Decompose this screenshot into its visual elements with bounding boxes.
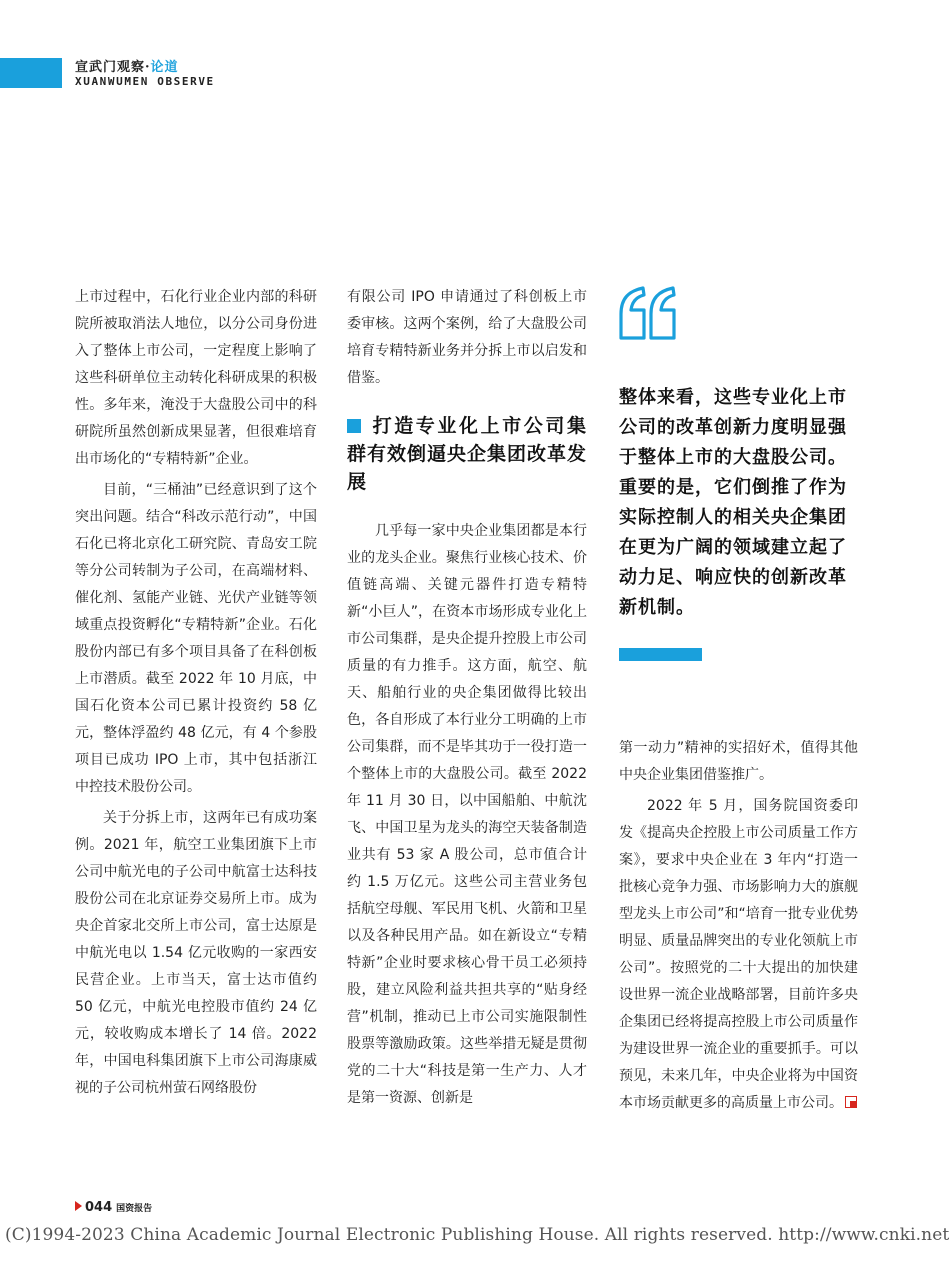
paragraph: 上市过程中，石化行业企业内部的科研院所被取消法人地位，以分公司身份进入了整体上市公司，一定程度上影响了这些科研单位主动转化科研成果的积极性。多年来，淹没于大盘股公司中的科研院所虽然创新成果显著，但很难培育出市场化的“专精特新”企业。: [75, 289, 317, 467]
article-end-icon: [845, 1096, 857, 1108]
column-title: [75, 56, 179, 75]
paragraph: 几乎每一家中央企业集团都是本行业的龙头企业。聚焦行业核心技术、价值链高端、关键元器件打造专精特新“小巨人”，在资本市场形成专业化上市公司集群，是央企提升控股上市公司质量的有力推手。这方面，航空、航天、船舶行业的央企集团做得比较出色，各自形成了本行业分工明确的上市公司集群，而不是毕其功于一役打造一个整体上市的大盘股公司。截至 2022 年 11 月 30 日，以中国船舶、中航沈飞、中国卫星为龙头的海空天装备制造业共有 53 家 A 股公司，总市值合计约 1.5 万亿元。这些公司主营业务包括航空母舰、军民用飞机、火箭和卫星以及各种民用产品。如在新设立“专精特新”企业时要求核心骨干员工必须持股，建立风险利益共担共享的“贴身经营”机制，推动已上市公司实施限制性股票等激励政策。这些举措无疑是贯彻党的二十大“科技是第一生产力、人才是第一资源、创新是: [347, 523, 587, 1106]
paragraph: 关于分拆上市，这两年已有成功案例。2021 年，航空工业集团旗下上市公司中航光电的子公司中航富士达科技股份公司在北京证券交易所上市。成为央企首家北交所上市公司，富士达原是中航光电以 1.54 亿元收购的一家西安民营企业。上市当天，富士达市值约 50 亿元，中航光电控股市值约 24 亿元，较收购成本增长了 14 倍。2022 年，中国电科集团旗下上市公司海康威视的子公司杭州萤石网络股份: [75, 810, 317, 1096]
page-marker-icon: [75, 1201, 82, 1211]
paragraph-text: 2022 年 5 月，国务院国资委印发《提高央企控股上市公司质量工作方案》，要求中央企业在 3 年内“打造一批核心竞争力强、市场影响力大的旗舰型龙头上市公司”和“培育一批专业优势明显、质量品牌突出的专业化领航上市公司”。按照党的二十大提出的加快建设世界一流企业战略部署，目前许多央企集团已经将提高控股上市公司质量作为建设世界一流企业的重要抓手。可以预见，未来几年，中央企业将为中国资本市场贡献更多的高质量上市公司。: [619, 798, 858, 1111]
article-column-3: [619, 735, 858, 1117]
page-footer: [75, 1200, 152, 1215]
pull-quote: 整体来看，这些专业化上市公司的改革创新力度明显强于整体上市的大盘股公司。重要的是，它们倒推了作为实际控制人的相关央企集团在更为广阔的领域建立起了动力足、响应快的创新改革新机制。: [619, 387, 847, 618]
magazine-name: 国资报告: [116, 1204, 153, 1214]
paragraph: 目前，“三桶油”已经意识到了这个突出问题。结合“科改示范行动”，中国石化已将北京化工研究院、青岛安工院等分公司转制为子公司，在高端材料、催化剂、氢能产业链、光伏产业链等领域重点投资孵化“专精特新”企业。石化股份内部已有多个项目具备了在科创板上市潜质。截至 2022 年 10 月底，中国石化资本公司已累计投资约 58 亿元，整体浮盈约 48 亿元，有 4 个参股项目已成功 IPO 上市，其中包括浙江中控技术股份公司。: [75, 482, 317, 795]
paragraph: 有限公司 IPO 申请通过了科创板上市委审核。这两个案例，给了大盘股公司培育专精特新业务并分拆上市以启发和借鉴。: [347, 289, 587, 386]
column-subtitle: XUANWUMEN OBSERVE: [75, 75, 215, 88]
section-heading-text: 打造专业化上市公司集群有效倒逼央企集团改革发展: [347, 415, 588, 493]
article-column-2: [347, 284, 587, 1112]
paragraph: 第一动力”精神的实招好术，值得其他中央企业集团借鉴推广。: [619, 740, 858, 783]
column-title-main: 宣武门观察·: [75, 60, 151, 75]
column-title-highlight: 论道: [150, 60, 179, 75]
header-accent-bar: [0, 58, 62, 88]
section-heading: [347, 412, 587, 496]
paragraph: [619, 793, 858, 1117]
section-square-icon: [347, 419, 361, 433]
quotation-mark-icon: [617, 286, 679, 342]
article-column-1: [75, 284, 317, 1102]
copyright-notice: (C)1994-2023 China Academic Journal Electronic Publishing House. All rights reserved. http://www.cnki.net: [5, 1225, 950, 1245]
pull-quote-accent-bar: [619, 648, 702, 661]
page-number: 044: [85, 1200, 113, 1215]
